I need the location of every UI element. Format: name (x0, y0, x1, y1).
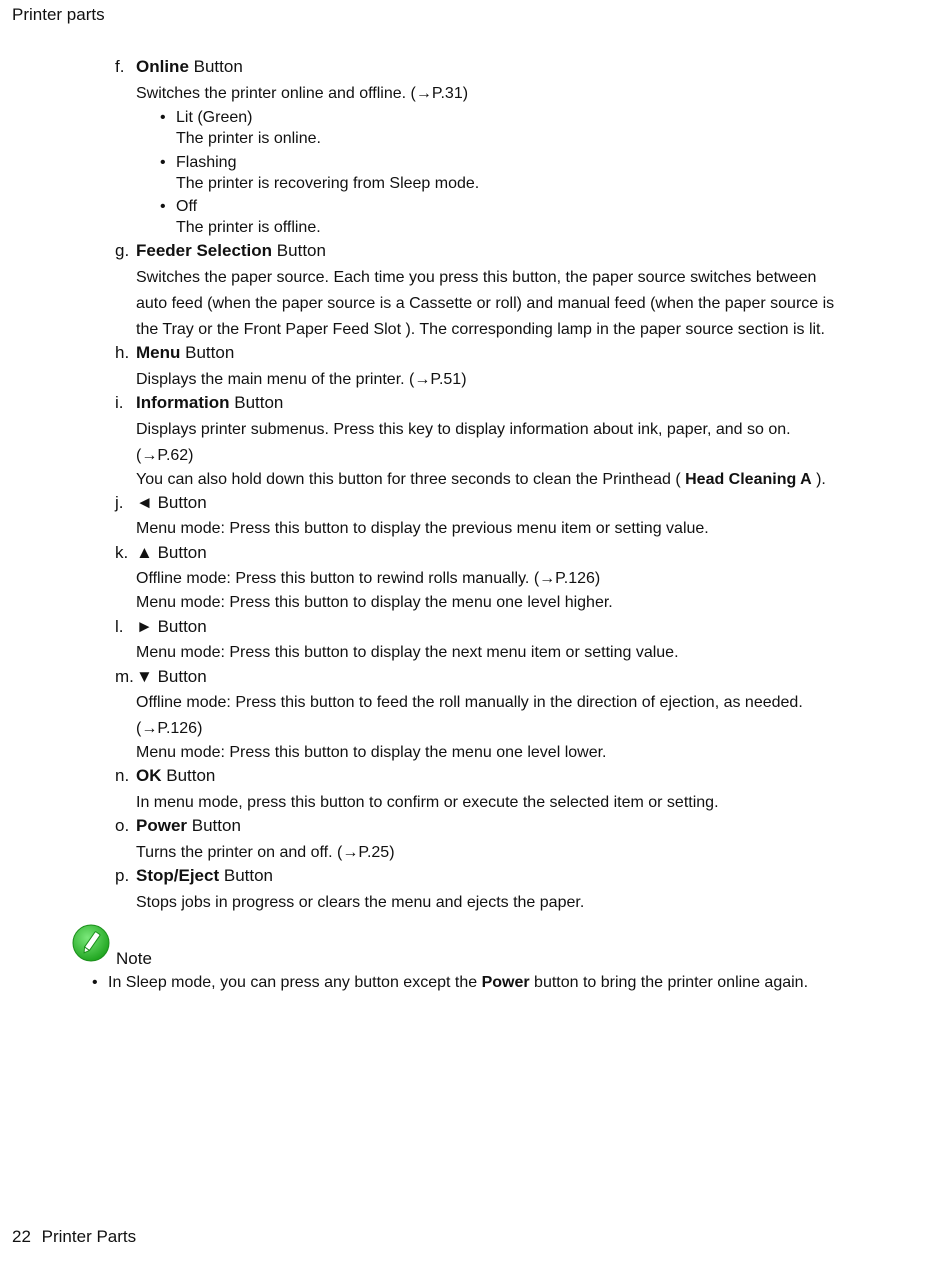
feeder-line-2: auto feed (when the paper source is a Cassette or roll) and manual feed (when the paper source is (136, 295, 835, 312)
menu-description: Displays the main menu of the printer. (→P.51) (136, 371, 467, 388)
up-line-2: Menu mode: Press this button to display the menu one level higher. (136, 594, 613, 611)
item-down-heading (115, 667, 207, 687)
feeder-line-1: Switches the paper source. Each time you press this button, the paper source switches between (136, 269, 817, 286)
right-arrow-icon: ► (136, 617, 153, 636)
left-arrow-icon: ◄ (136, 493, 153, 512)
item-name: Menu (136, 343, 181, 362)
item-letter: o. (115, 816, 130, 835)
item-suffix: Button (166, 766, 216, 785)
state-text: The printer is online. (176, 130, 321, 147)
item-letter: g. (115, 241, 130, 260)
item-feeder-heading (115, 241, 326, 261)
bullet-dot: • (160, 154, 166, 171)
down-line-3: Menu mode: Press this button to display the menu one level lower. (136, 744, 607, 761)
item-name: Online (136, 57, 189, 76)
note-bullet: • (92, 974, 98, 991)
note-text (108, 974, 808, 992)
item-suffix: Button (157, 617, 207, 636)
information-line-3-pre: You can also hold down this button for three seconds to clean the Printhead ( (136, 471, 686, 488)
item-stop-eject-heading (115, 866, 273, 886)
footer-section: Printer Parts (41, 1227, 137, 1246)
item-suffix: Button (157, 493, 207, 512)
head-cleaning-a-label: Head Cleaning A (685, 471, 812, 488)
up-line-1: Offline mode: Press this button to rewind rolls manually. (→P.126) (136, 570, 601, 587)
ok-description: In menu mode, press this button to confirm or execute the selected item or setting. (136, 794, 719, 811)
page-footer (12, 1227, 136, 1247)
note-label: Note (116, 949, 152, 968)
pencil-note-icon (72, 924, 110, 962)
page-header: Printer parts (12, 5, 105, 24)
feeder-line-3: the Tray or the Front Paper Feed Slot ). The corresponding lamp in the paper source section is lit. (136, 321, 825, 338)
down-arrow-icon: ▼ (136, 667, 153, 686)
item-letter: i. (115, 393, 124, 412)
item-left-heading (115, 493, 207, 513)
item-suffix: Button (223, 866, 274, 885)
item-name: Feeder Selection (136, 241, 273, 260)
item-letter: k. (115, 543, 129, 562)
item-letter: l. (115, 617, 124, 636)
power-keyword: Power (481, 974, 530, 991)
state-label: Lit (Green) (176, 109, 253, 126)
item-information-heading (115, 393, 283, 413)
page-number: 22 (12, 1227, 31, 1246)
state-text: The printer is offline. (176, 219, 321, 236)
item-suffix: Button (276, 241, 326, 260)
down-line-2: (→P.126) (136, 720, 203, 737)
state-label: Flashing (176, 154, 237, 171)
item-online-heading (115, 57, 243, 77)
item-right-heading (115, 617, 207, 637)
information-line-3-post: ). (811, 471, 826, 488)
item-suffix: Button (185, 343, 235, 362)
item-menu-heading (115, 343, 234, 363)
item-suffix: Button (193, 57, 243, 76)
item-suffix: Button (191, 816, 241, 835)
down-line-1: Offline mode: Press this button to feed the roll manually in the direction of ejection, as needed. (136, 694, 803, 711)
item-suffix: Button (157, 667, 207, 686)
state-text: The printer is recovering from Sleep mode. (176, 175, 480, 192)
item-ok-heading (115, 766, 215, 786)
item-letter: p. (115, 866, 130, 885)
item-name: OK (136, 766, 162, 785)
item-name: Information (136, 393, 230, 412)
item-power-heading (115, 816, 241, 836)
power-description: Turns the printer on and off. (→P.25) (136, 844, 395, 861)
right-description: Menu mode: Press this button to display the next menu item or setting value. (136, 644, 679, 661)
note-text-post: button to bring the printer online again. (529, 974, 809, 991)
bullet-dot: • (160, 109, 166, 126)
stop-eject-description: Stops jobs in progress or clears the menu and ejects the paper. (136, 894, 585, 911)
online-description: Switches the printer online and offline. (→P.31) (136, 85, 469, 102)
item-letter: h. (115, 343, 130, 362)
item-suffix: Button (234, 393, 284, 412)
item-up-heading (115, 543, 207, 563)
item-letter: n. (115, 766, 130, 785)
item-name: Stop/Eject (136, 866, 220, 885)
note-text-pre: In Sleep mode, you can press any button except the (108, 974, 482, 991)
information-line-3 (136, 471, 826, 489)
item-letter: j. (115, 493, 124, 512)
item-suffix: Button (157, 543, 207, 562)
left-description: Menu mode: Press this button to display the previous menu item or setting value. (136, 520, 709, 537)
item-letter: f. (115, 57, 125, 76)
information-line-1: Displays printer submenus. Press this key to display information about ink, paper, and so on. (136, 421, 791, 438)
state-label: Off (176, 198, 198, 215)
item-name: Power (136, 816, 188, 835)
bullet-dot: • (160, 198, 166, 215)
up-arrow-icon: ▲ (136, 543, 153, 562)
item-letter: m. (115, 667, 134, 686)
information-line-2: (→P.62) (136, 447, 194, 464)
